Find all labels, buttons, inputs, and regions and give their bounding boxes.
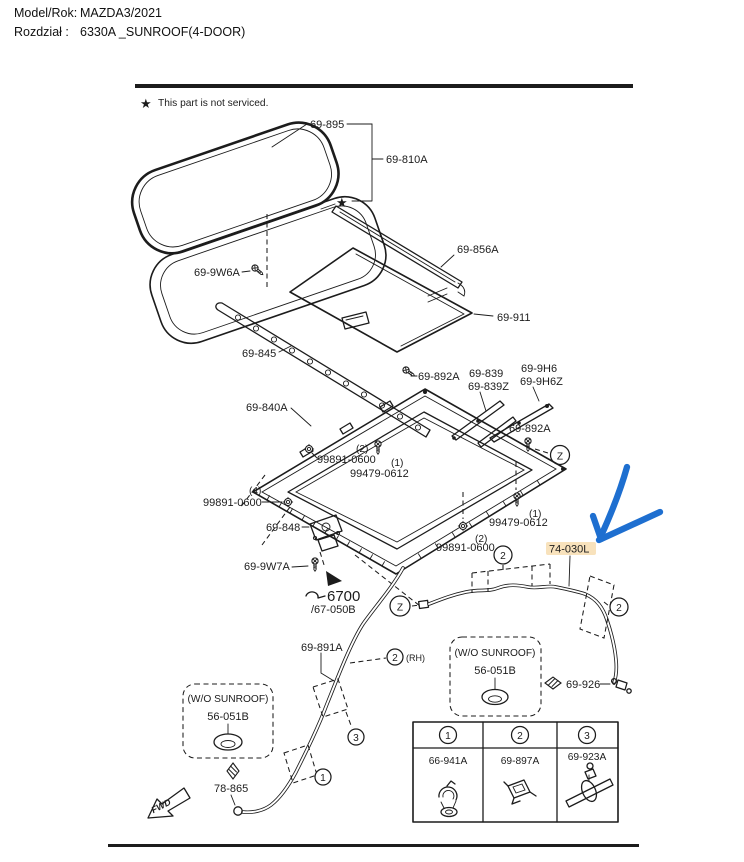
- glass-panel-drawing: [141, 188, 394, 352]
- qty-4: (4): [249, 486, 262, 497]
- section-value: 6330A _SUNROOF(4-DOOR): [80, 25, 246, 39]
- star-icon: ★: [140, 96, 152, 111]
- screw-icon: [251, 264, 265, 277]
- part-label-69-810A: 69-810A: [386, 154, 428, 166]
- part-label-67-050B: /67-050B: [311, 604, 356, 616]
- wo-sunroof-box-left: [183, 684, 273, 758]
- drip-rail-callout: [441, 244, 499, 267]
- legend-col-2: [501, 727, 540, 805]
- rear-drain-hose-drawing: [419, 585, 617, 683]
- pointer-arrow-icon: [326, 571, 342, 586]
- screw-9w6a-callout: [194, 264, 265, 279]
- joint-callout: [545, 677, 631, 693]
- part-label-69-911: 69-911: [497, 312, 531, 324]
- part-label-99479-0612: 99479-0612: [489, 517, 548, 529]
- rh-label: (RH): [406, 653, 425, 663]
- part-label-78-865: 78-865: [214, 783, 249, 795]
- legend-col-1: [429, 727, 468, 817]
- callout-3: [313, 679, 364, 745]
- nut-icon: [458, 521, 467, 530]
- glass-seal-drawing: [123, 113, 348, 262]
- wo-sunroof-box-right: [450, 637, 541, 716]
- callout-2b: [580, 576, 628, 638]
- legend-number: 2: [517, 731, 523, 742]
- note-text: This part is not serviced.: [158, 98, 269, 109]
- part-label-69-839: 69-839: [469, 368, 504, 380]
- nut-icon: [283, 497, 292, 506]
- hose-clip-icon: [439, 781, 457, 817]
- part-label-69-839Z: 69-839Z: [468, 381, 509, 393]
- qty-2: (2): [475, 534, 488, 545]
- sunshade-callout: [474, 312, 530, 324]
- callout-number: 2: [500, 551, 506, 562]
- part-label-69-891A: 69-891A: [301, 642, 343, 654]
- rail-9h6-callout: [520, 363, 563, 401]
- fwd-label: FWD: [149, 796, 173, 816]
- legend-number: 3: [584, 731, 590, 742]
- wo-sunroof-label: (W/O SUNROOF): [187, 694, 269, 705]
- star-icon: ★: [336, 195, 348, 210]
- part-label-69-9W6A: 69-9W6A: [194, 267, 240, 279]
- wo-sunroof-label: (W/O SUNROOF): [454, 648, 536, 659]
- part-label-69-923A: 69-923A: [567, 752, 607, 763]
- part-label-69-895: 69-895: [310, 119, 345, 131]
- tee-joint-clamp-icon: [566, 763, 613, 807]
- part-label-69-926: 69-926: [566, 679, 601, 691]
- part-label-99479-0612: 99479-0612: [350, 468, 409, 480]
- deflector-callout: [242, 346, 291, 360]
- part-label-66-941A: 66-941A: [428, 756, 468, 767]
- part-label-69-9H6: 69-9H6: [521, 363, 558, 375]
- frame-callout: [246, 402, 311, 426]
- legend-table: [413, 722, 618, 822]
- part-label-56-051B: 56-051B: [474, 665, 516, 677]
- part-label-56-051B: 56-051B: [207, 711, 249, 723]
- wind-deflector-drawing: [216, 303, 430, 437]
- hose-clamp-icon: [504, 780, 536, 804]
- part-label-69-892A: 69-892A: [509, 423, 551, 435]
- part-label-69-9H6Z: 69-9H6Z: [520, 376, 563, 388]
- callout-number: 2: [392, 653, 398, 664]
- drip-rail-drawing: [332, 206, 465, 296]
- callout-number: 2: [616, 603, 622, 614]
- screw-icon: [514, 493, 520, 506]
- model-value: MAZDA3/2021: [80, 6, 162, 20]
- legend-col-3: [566, 727, 613, 808]
- hose-end-callout: [214, 783, 248, 805]
- hose-fitting: [419, 600, 429, 608]
- section-label: Rozdział :: [14, 25, 69, 39]
- view-z-label: Z: [396, 602, 404, 614]
- nut-icon: [304, 444, 313, 453]
- part-label-99891-0600: 99891-0600: [203, 497, 262, 509]
- rail-839-drawing: [452, 401, 516, 447]
- qty-1: (1): [529, 509, 542, 520]
- not-serviced-note: [140, 96, 268, 111]
- annotation-arrow: [593, 467, 660, 540]
- callout-number: 3: [353, 733, 359, 744]
- screw-icon: [402, 366, 416, 379]
- screw-icon: [375, 441, 381, 454]
- part-label-69-848: 69-848: [266, 522, 301, 534]
- hose-end-hook: [234, 807, 242, 815]
- highlighted-part-label[interactable]: [546, 542, 596, 586]
- part-label-99891-0600: 99891-0600: [317, 454, 376, 466]
- screw-9w7a-callout: [244, 558, 318, 573]
- part-label-69-856A: 69-856A: [457, 244, 499, 256]
- callout-number: 1: [320, 773, 326, 784]
- view-z-label: Z: [556, 451, 564, 463]
- fastener-screw-right: [489, 462, 548, 529]
- screw-892a-left-callout: [402, 366, 461, 383]
- part-label-69-892A: 69-892A: [418, 371, 460, 383]
- part-label-69-840A: 69-840A: [246, 402, 288, 414]
- screw-892a-right-callout: [509, 423, 570, 465]
- fwd-arrow: [148, 788, 190, 818]
- legend-number: 1: [445, 731, 451, 742]
- part-label-69-845: 69-845: [242, 348, 277, 360]
- part-label-69-897A: 69-897A: [500, 756, 540, 767]
- trim-clip-icon: [306, 592, 325, 598]
- fastener-nut-right: [436, 492, 495, 554]
- separator-diamond-icon: [545, 677, 561, 689]
- part-label-99891-0600: 99891-0600: [436, 542, 495, 554]
- qty-2: (2): [356, 444, 369, 455]
- model-label: Model/Rok:: [14, 6, 78, 20]
- separator-diamond-icon: [227, 763, 239, 779]
- fastener-nut-left: [203, 475, 293, 545]
- callout-2-rh: [350, 649, 425, 665]
- view-z-left: [390, 596, 420, 616]
- qty-1: (1): [391, 458, 404, 469]
- part-label-74-030L[interactable]: 74-030L: [549, 543, 590, 556]
- screw-icon: [312, 558, 318, 571]
- motor-callout: [266, 522, 309, 534]
- part-label-69-9W7A: 69-9W7A: [244, 561, 290, 573]
- part-label-6700: 6700: [327, 588, 361, 605]
